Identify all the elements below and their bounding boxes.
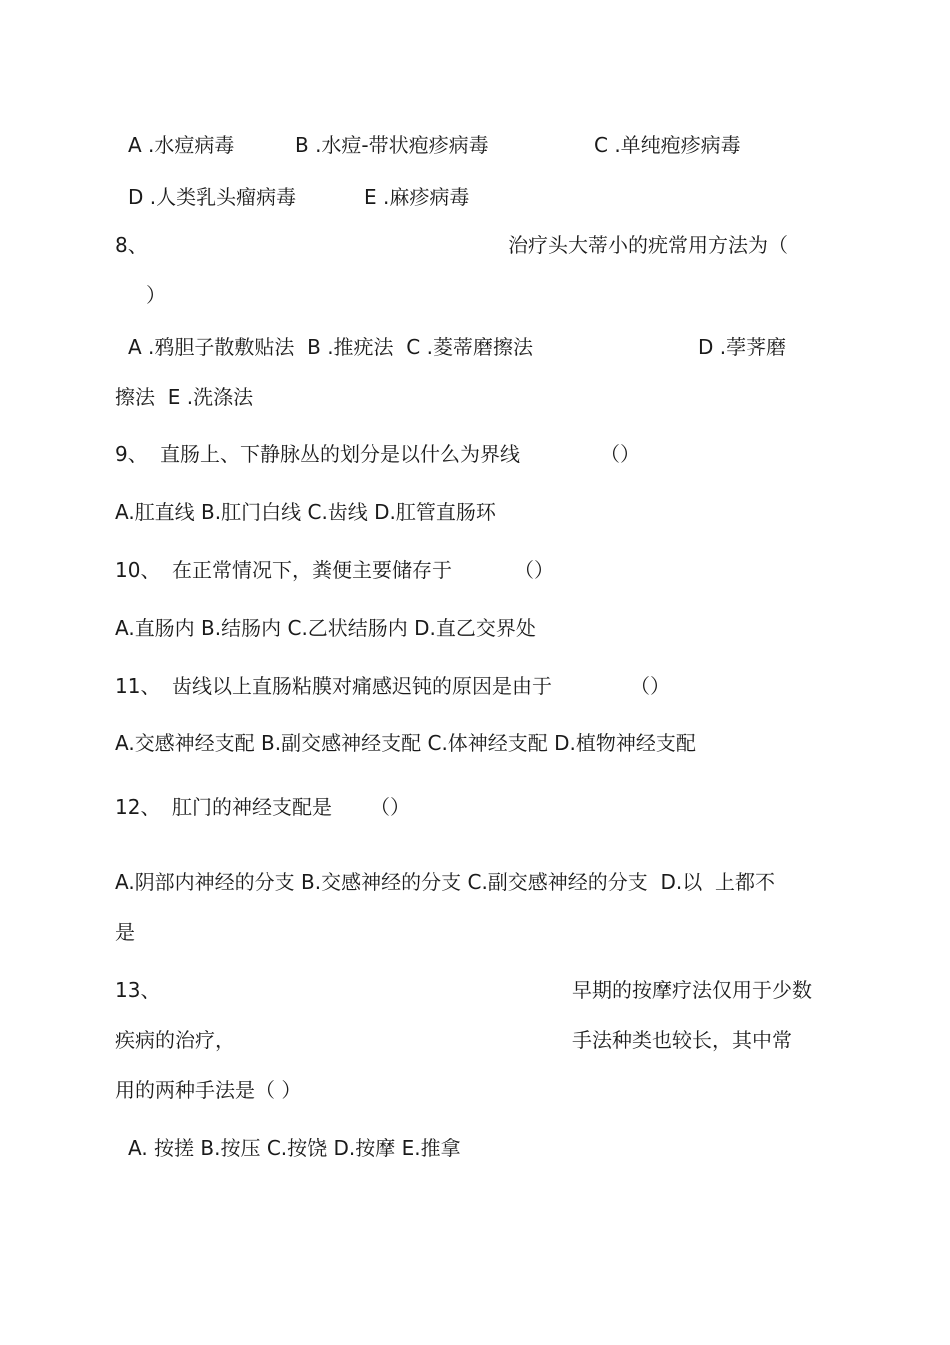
q12-paren: （） [370, 795, 410, 819]
q13-stem-part3: 用的两种手法是（ ） [115, 1078, 302, 1102]
q8-paren-close: ） [146, 283, 166, 307]
q10-paren: （） [514, 558, 554, 582]
q12-number: 12、 [115, 795, 161, 819]
q7-option-d: D .人类乳头瘤病毒 [128, 185, 297, 209]
q9-paren: （） [600, 442, 640, 466]
q13-number: 13、 [115, 978, 161, 1002]
q7-option-a: A .水痘病毒 [128, 133, 235, 157]
q8-options-line2: 擦法 E .洗涤法 [115, 385, 254, 409]
q11-number: 11、 [115, 674, 161, 698]
q12-options-line2: 是 [115, 920, 135, 944]
q12-options-line1: A.阴部内神经的分支 B.交感神经的分支 C.副交感神经的分支 D.以 上都不 [115, 870, 775, 894]
q12-stem: 肛门的神经支配是 [172, 795, 332, 819]
q11-stem: 齿线以上直肠粘膜对痛感迟钝的原因是由于 [172, 674, 552, 698]
q8-option-d-start: D .荸荠磨 [698, 335, 787, 359]
q7-option-e: E .麻疹病毒 [364, 185, 470, 209]
q8-stem: 治疗头大蒂小的疣常用方法为（ [508, 233, 788, 257]
q11-paren: （） [630, 674, 670, 698]
q13-stem-part1: 早期的按摩疗法仅用于少数 [572, 978, 812, 1002]
q13-stem-part2a: 疾病的治疗， [115, 1028, 235, 1052]
q9-stem: 直肠上、下静脉丛的划分是以什么为界线 [160, 442, 520, 466]
q9-options: A.肛直线 B.肛门白线 C.齿线 D.肛管直肠环 [115, 500, 496, 524]
q8-number: 8、 [115, 233, 148, 257]
q11-options: A.交感神经支配 B.副交感神经支配 C.体神经支配 D.植物神经支配 [115, 731, 696, 755]
q10-stem: 在正常情况下，粪便主要储存于 [172, 558, 452, 582]
q13-stem-part2b: 手法种类也较长，其中常 [572, 1028, 792, 1052]
q9-number: 9、 [115, 442, 148, 466]
q8-options-line1: A .鸦胆子散敷贴法 B .推疣法 C .菱蒂磨擦法 [128, 335, 533, 359]
q7-option-c: C .单纯疱疹病毒 [594, 133, 741, 157]
q7-option-b: B .水痘-带状疱疹病毒 [295, 133, 489, 157]
q10-options: A.直肠内 B.结肠内 C.乙状结肠内 D.直乙交界处 [115, 616, 536, 640]
q10-number: 10、 [115, 558, 161, 582]
q13-options: A. 按搓 B.按压 C.按饶 D.按摩 E.推拿 [128, 1136, 461, 1160]
